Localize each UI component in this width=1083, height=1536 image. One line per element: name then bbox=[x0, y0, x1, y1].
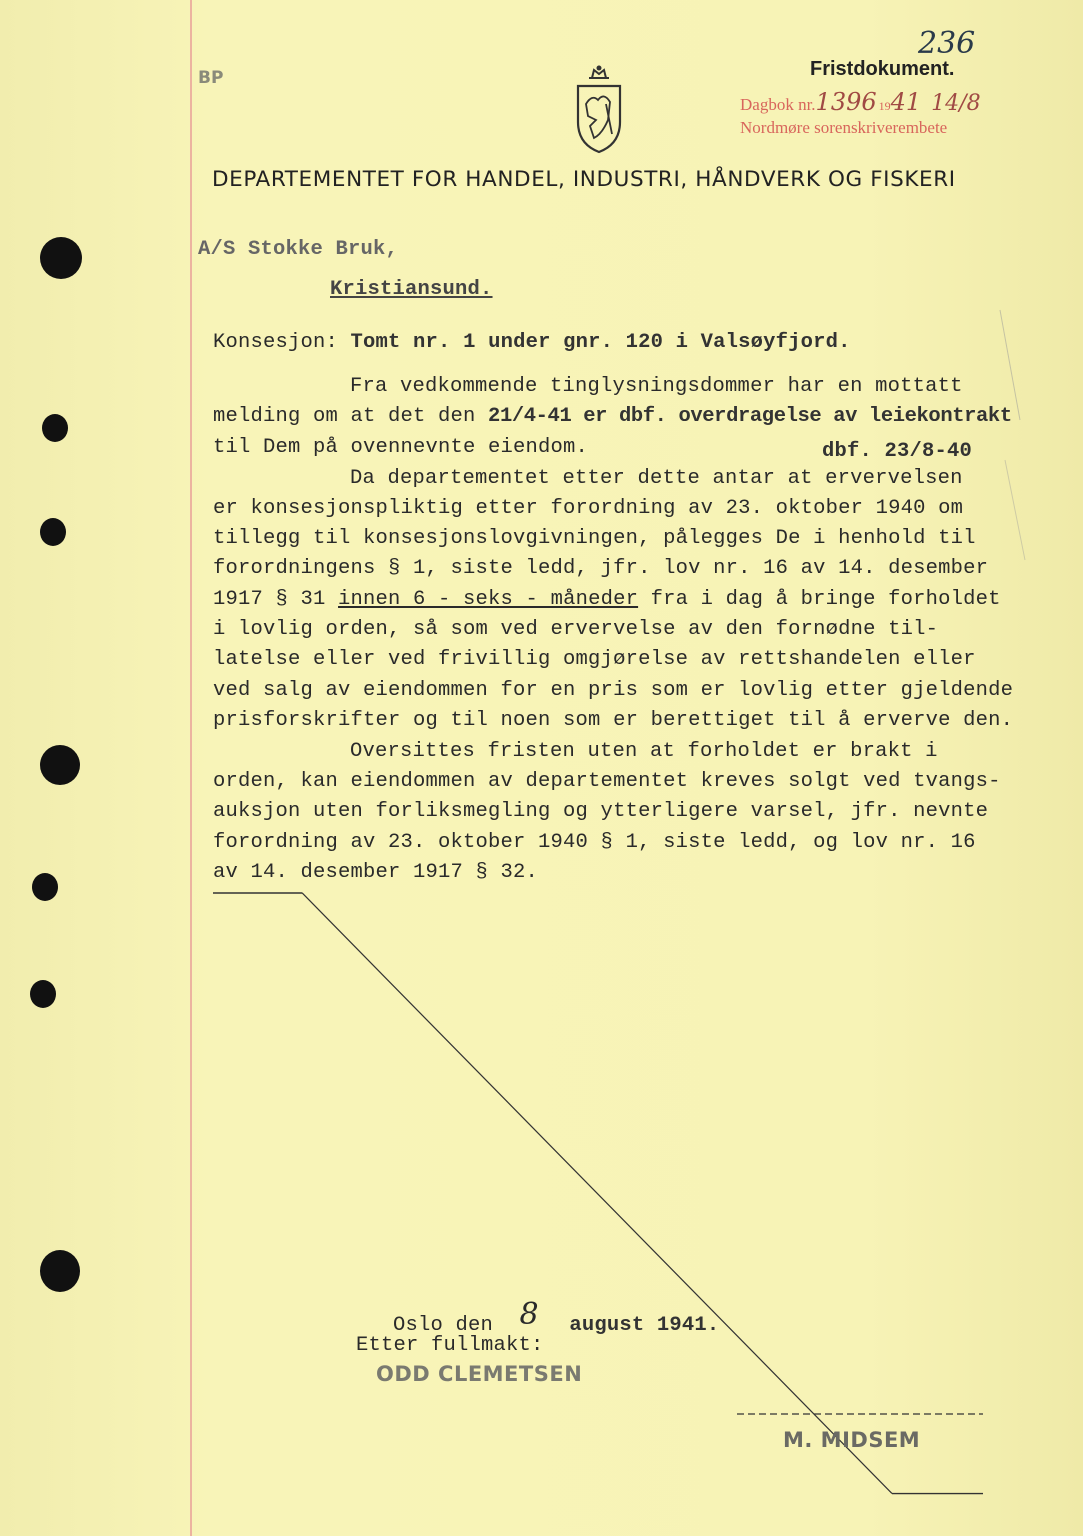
subject-label: Konsesjon: bbox=[213, 331, 339, 354]
body-line: til Dem på ovennevnte eiendom. bbox=[213, 436, 589, 459]
dagbok-year-prefix: 19 bbox=[878, 99, 891, 113]
dagbok-number: 1396 bbox=[815, 88, 877, 116]
signatory-1: ODD CLEMETSEN bbox=[376, 1362, 583, 1386]
department-heading: DEPARTEMENTET FOR HANDEL, INDUSTRI, HÅNDVERK OG FISKERI bbox=[212, 167, 956, 192]
closing-place: Oslo den bbox=[393, 1314, 494, 1337]
dagbok-year: 41 bbox=[890, 88, 922, 116]
page-number: 236 bbox=[918, 26, 976, 61]
fristdokument-label: Fristdokument. bbox=[810, 58, 955, 80]
inserted-text: 21/4-41 er dbf. overdragelse av leiekontrakt bbox=[488, 405, 1012, 428]
body-line: forordningens § 1, siste ledd, jfr. lov nr. 16 av 14. desember bbox=[213, 557, 989, 580]
body-line: er konsesjonspliktig etter forordning av 23. oktober 1940 om bbox=[213, 497, 964, 520]
addressee-name: A/S Stokke Bruk, bbox=[198, 238, 399, 261]
body-text: melding om at det den bbox=[213, 405, 489, 428]
closing-day: 8 bbox=[519, 1297, 539, 1332]
body-line: prisforskrifter og til noen som er berettiget til å erverve den. bbox=[213, 709, 1014, 732]
body-text: 1917 § 31 bbox=[213, 588, 339, 611]
subject-value: Tomt nr. 1 under gnr. 120 i Valsøyfjord. bbox=[350, 331, 851, 354]
body-line: ved salg av eiendommen for en pris som er lovlig etter gjeldende bbox=[213, 679, 1014, 702]
body-line: tillegg til konsesjonslovgivningen, pålegges De i henhold til bbox=[213, 527, 976, 550]
body-line: Fra vedkommende tinglysningsdommer har en mottatt bbox=[350, 375, 963, 398]
body-line: i lovlig orden, så som ved ervervelse av den fornødne til- bbox=[213, 618, 939, 641]
signatory-2: M. MIDSEM bbox=[783, 1428, 921, 1452]
underlined-deadline: innen 6 - seks - måneder bbox=[338, 588, 639, 611]
closing-month-year: august 1941. bbox=[569, 1314, 720, 1337]
body-line: latelse eller ved frivillig omgjørelse av rettshandelen eller bbox=[213, 648, 976, 671]
body-line: auksjon uten forliksmegling og ytterligere varsel, jfr. nevnte bbox=[213, 800, 989, 823]
body-text: fra i dag å bringe forholdet bbox=[638, 588, 1001, 611]
body-line: orden, kan eiendommen av departementet kreves solgt ved tvangs- bbox=[213, 770, 1001, 793]
closing-authority: Etter fullmakt: bbox=[356, 1334, 544, 1357]
body-line: av 14. desember 1917 § 32. bbox=[213, 861, 539, 884]
dagbok-label: Dagbok nr. bbox=[740, 95, 816, 114]
body-line: forordning av 23. oktober 1940 § 1, siste ledd, og lov nr. 16 bbox=[213, 831, 976, 854]
closing-line bbox=[393, 1297, 720, 1338]
inserted-date: dbf. 23/8-40 bbox=[822, 440, 973, 463]
addressee-city: Kristiansund. bbox=[330, 278, 493, 301]
body-line: Da departementet etter dette antar at ervervelsen bbox=[350, 467, 963, 490]
body-line: Oversittes fristen uten at forholdet er brakt i bbox=[350, 740, 938, 763]
office-stamp: Nordmøre sorenskriverembete bbox=[740, 118, 948, 137]
initials: BP bbox=[198, 68, 224, 88]
dagbok-date: 14/8 bbox=[931, 91, 981, 116]
